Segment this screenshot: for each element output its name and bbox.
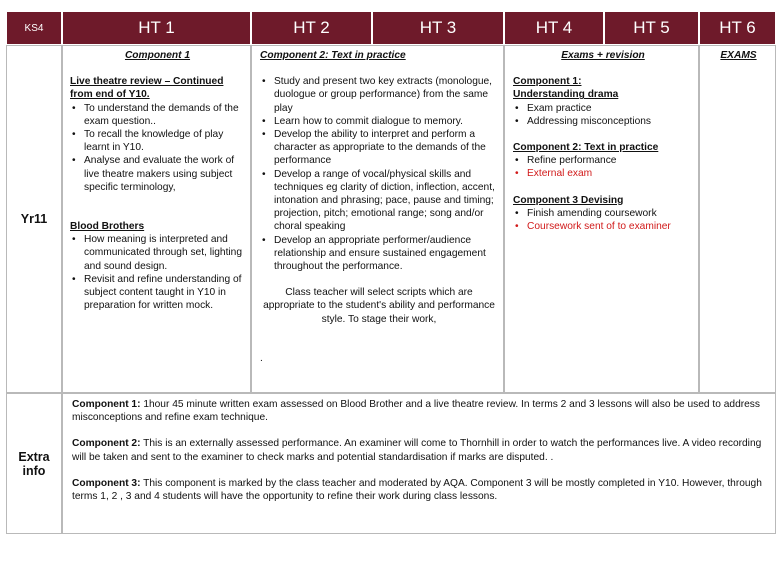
c1-list	[513, 102, 693, 128]
list-item: • Finish amending coursework	[527, 207, 693, 220]
live-theatre-list	[70, 102, 245, 194]
list-item: • How meaning is interpreted and communicated through set, lighting and sound design.	[84, 233, 245, 273]
header-ht5	[604, 11, 699, 45]
extra-component3	[72, 477, 767, 503]
list-item: • To understand the demands of the exam question..	[84, 102, 245, 128]
list-item-red: • Coursework sent of to examiner	[527, 220, 693, 233]
c1-heading-1: Component 1:	[513, 76, 582, 88]
header-ht3	[372, 11, 504, 45]
extra-c1-label: Component 1:	[72, 399, 141, 410]
header-ht1	[62, 11, 251, 45]
live-theatre-heading-1: Live theatre review – Continued	[70, 76, 224, 88]
c1-heading-2: Understanding drama	[513, 89, 619, 101]
list-item: • Learn how to commit dialogue to memory.	[274, 115, 498, 128]
extra-component1	[72, 398, 767, 424]
header-ks	[6, 11, 62, 45]
row-label-extra-info	[6, 393, 62, 534]
exams-revision-title: Exams + revision	[561, 50, 645, 61]
yr11-label: Yr11	[20, 212, 48, 226]
yr11-ht4-ht5-cell	[504, 45, 699, 393]
c2-heading: Component 2: Text in practice	[513, 142, 659, 154]
header-ht2	[251, 11, 372, 45]
blood-brothers-list	[70, 233, 245, 312]
yr11-ht6-cell	[699, 45, 776, 393]
live-theatre-heading-2: from end of Y10.	[70, 89, 150, 101]
row-label-yr11	[6, 45, 62, 393]
list-item: • Study and present two key extracts (monologue, duologue or group performance) from the same play	[274, 75, 498, 115]
list-item: • Develop an appropriate performer/audience relationship and ensure sustained engagement throughout the performance.	[274, 234, 498, 274]
yr11-ht2-ht3-cell	[251, 45, 504, 393]
header-ht4	[504, 11, 604, 45]
extra-c1-text: 1hour 45 minute written exam assessed on Blood Brother and a live theatre review. In terms 2 and 3 lessons will also be used to address misconceptions and refine exam technique.	[72, 399, 760, 424]
component1-title: Component 1	[124, 50, 191, 61]
c2-list	[513, 154, 693, 180]
trailing-mark: .	[260, 352, 263, 364]
header-ht6-label: HT 6	[719, 18, 756, 37]
header-ht2-label: HT 2	[293, 18, 330, 37]
extra-c3-label: Component 3:	[72, 477, 141, 489]
c3-list	[513, 207, 693, 233]
list-item: • Exam practice	[527, 102, 693, 115]
list-item: • Develop a range of vocal/physical skills and techniques eg clarity of diction, inflection, accent, intonation and phrasing; pace, pause and timing; projection, pitch; emotional range; song and/or choral speaking	[274, 168, 498, 234]
header-ht3-label: HT 3	[419, 18, 457, 37]
extra-label-line1: Extra	[18, 449, 50, 464]
list-item: • Develop the ability to interpret and perform a character as appropriate to the demands of the performance	[274, 128, 498, 168]
extra-c2-text: This is an externally assessed performance. An examiner will come to Thornhill in order to watch the performances live. A video recording will be taken and sent to the examiner to check marks and potential standardisation if marks are disputed. .	[72, 438, 762, 463]
scripts-note: Class teacher will select scripts which are appropriate to the student's ability and performance style. To stage their work,	[263, 287, 495, 325]
list-item: • Addressing misconceptions	[527, 115, 693, 128]
header-ht5-label: HT 5	[633, 18, 670, 37]
header-ks-label: KS4	[24, 22, 44, 34]
header-ht4-label: HT 4	[535, 18, 573, 37]
component2-title: Component 2: Text in practice	[260, 50, 406, 61]
extra-component2	[72, 437, 767, 463]
exams-title: EXAMS	[720, 50, 757, 61]
list-item: • Revisit and refine understanding of subject content taught in Y10 in preparation for written mock.	[84, 273, 245, 313]
curriculum-table	[6, 11, 776, 534]
extra-info-cell	[62, 393, 776, 534]
list-item: • To recall the knowledge of play learnt in Y10.	[84, 128, 245, 154]
header-ht1-label: HT 1	[138, 18, 175, 37]
list-item-red: • External exam	[527, 167, 693, 180]
list-item: • Refine performance	[527, 154, 693, 167]
component2-list	[260, 75, 498, 273]
yr11-ht1-cell	[62, 45, 251, 393]
extra-label-line2: info	[22, 463, 46, 478]
extra-c3-text: This component is marked by the class teacher and moderated by AQA. Component 3 will be mostly completed in Y10. However, through terms 1, 2 , 3 and 4 students will have the opportunity to refine their work during class lessons.	[72, 477, 762, 503]
c3-heading: Component 3 Devising	[513, 194, 624, 206]
blood-brothers-heading: Blood Brothers	[70, 221, 145, 233]
extra-c2-label: Component 2:	[72, 438, 141, 450]
header-ht6	[699, 11, 776, 45]
list-item: • Analyse and evaluate the work of live theatre makers using subject specific terminology,	[84, 154, 245, 194]
